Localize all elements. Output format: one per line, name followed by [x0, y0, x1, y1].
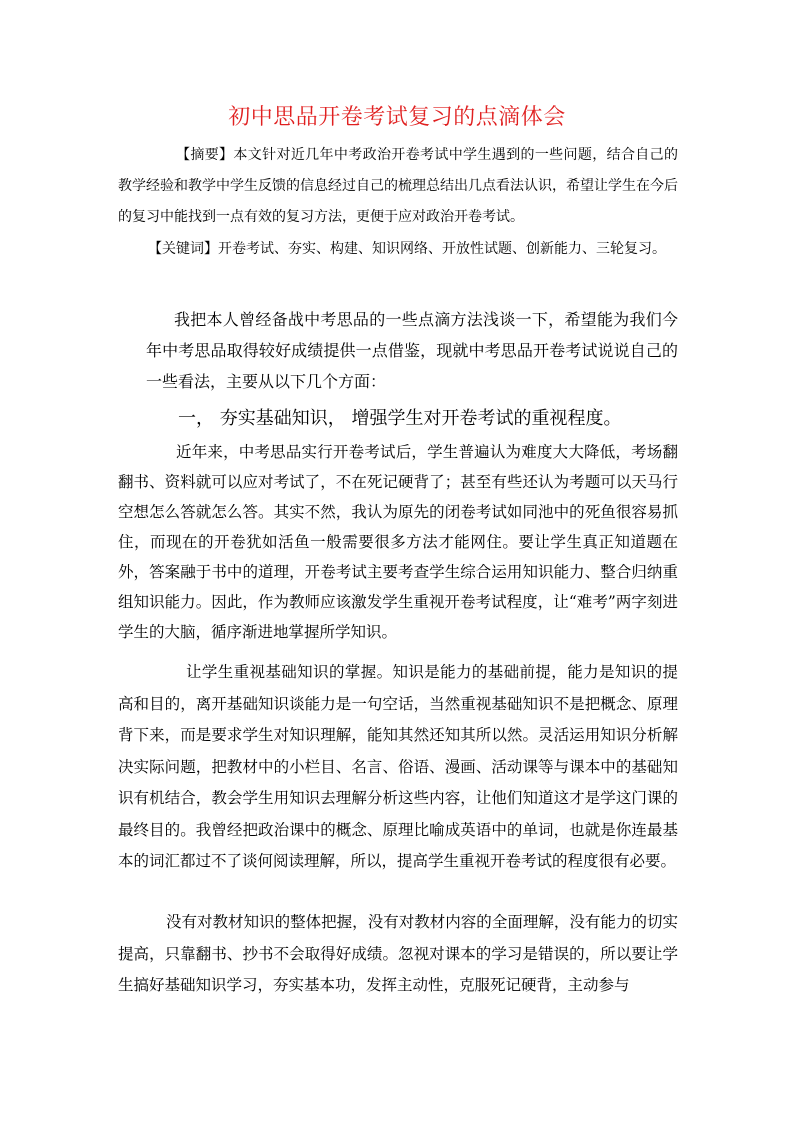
- body-paragraph: 没有对教材知识的整体把握，没有对教材内容的全面理解，没有能力的切实提高，只靠翻书、抄书不会取得好成绩。忽视对课本的学习是错误的，所以要让学生搞好基础知识学习，夯实基本功，发挥主动性，克服死记硬背，主动参与: [118, 913, 678, 994]
- section-heading: 一， 夯实基础知识， 增强学生对开卷考试的重视程度。: [178, 408, 622, 429]
- intro-paragraph: 我把本人曾经备战中考思品的一些点滴方法浅谈一下，希望能为我们今年中考思品取得较好成绩提供一点借鉴，现就中考思品开卷考试说说自己的一些看法，主要从以下几个方面：: [146, 310, 678, 391]
- document-title: 初中思品开卷考试复习的点滴体会: [228, 105, 566, 130]
- body-paragraph: 近年来，中考思品实行开卷考试后，学生普遍认为难度大大降低，考场翻翻书、资料就可以应对考试了，不在死记硬背了；甚至有些还认为考题可以天马行空想怎么答就怎么答。其实不然，我认为原先的闭卷考试如同池中的死鱼很容易抓住，而现在的开卷犹如活鱼一般需要很多方法才能网住。要让学生真正知道题在外，答案融于书中的道理，开卷考试主要考查学生综合运用知识能力、整合归纳重组知识能力。因此，作为教师应该激发学生重视开卷考试程度，让“难考”两字刻进学生的大脑，循序渐进地掌握所学知识。: [118, 443, 678, 641]
- keywords-paragraph: 【关键词】开卷考试、夯实、构建、知识网络、开放性试题、创新能力、三轮复习。: [148, 241, 666, 257]
- abstract-paragraph: 【摘要】本文针对近几年中考政治开卷考试中学生遇到的一些问题，结合自己的教学经验和教学中学生反馈的信息经过自己的梳理总结出几点看法认识，希望让学生在今后的复习中能找到一点有效的复习方法，更便于应对政治开卷考试。: [118, 147, 678, 225]
- body-paragraph: 让学生重视基础知识的掌握。知识是能力的基础前提，能力是知识的提高和目的，离开基础知识谈能力是一句空话，当然重视基础知识不是把概念、原理背下来，而是要求学生对知识理解，能知其然还知其所以然。灵活运用知识分析解决实际问题，把教材中的小栏目、名言、俗语、漫画、活动课等与课本中的基础知识有机结合，教会学生用知识去理解分析这些内容，让他们知道这才是学这门课的最终目的。我曾经把政治课中的概念、原理比喻成英语中的单词，也就是你连最基本的词汇都过不了谈何阅读理解，所以，提高学生重视开卷考试的程度很有必要。: [118, 663, 678, 870]
